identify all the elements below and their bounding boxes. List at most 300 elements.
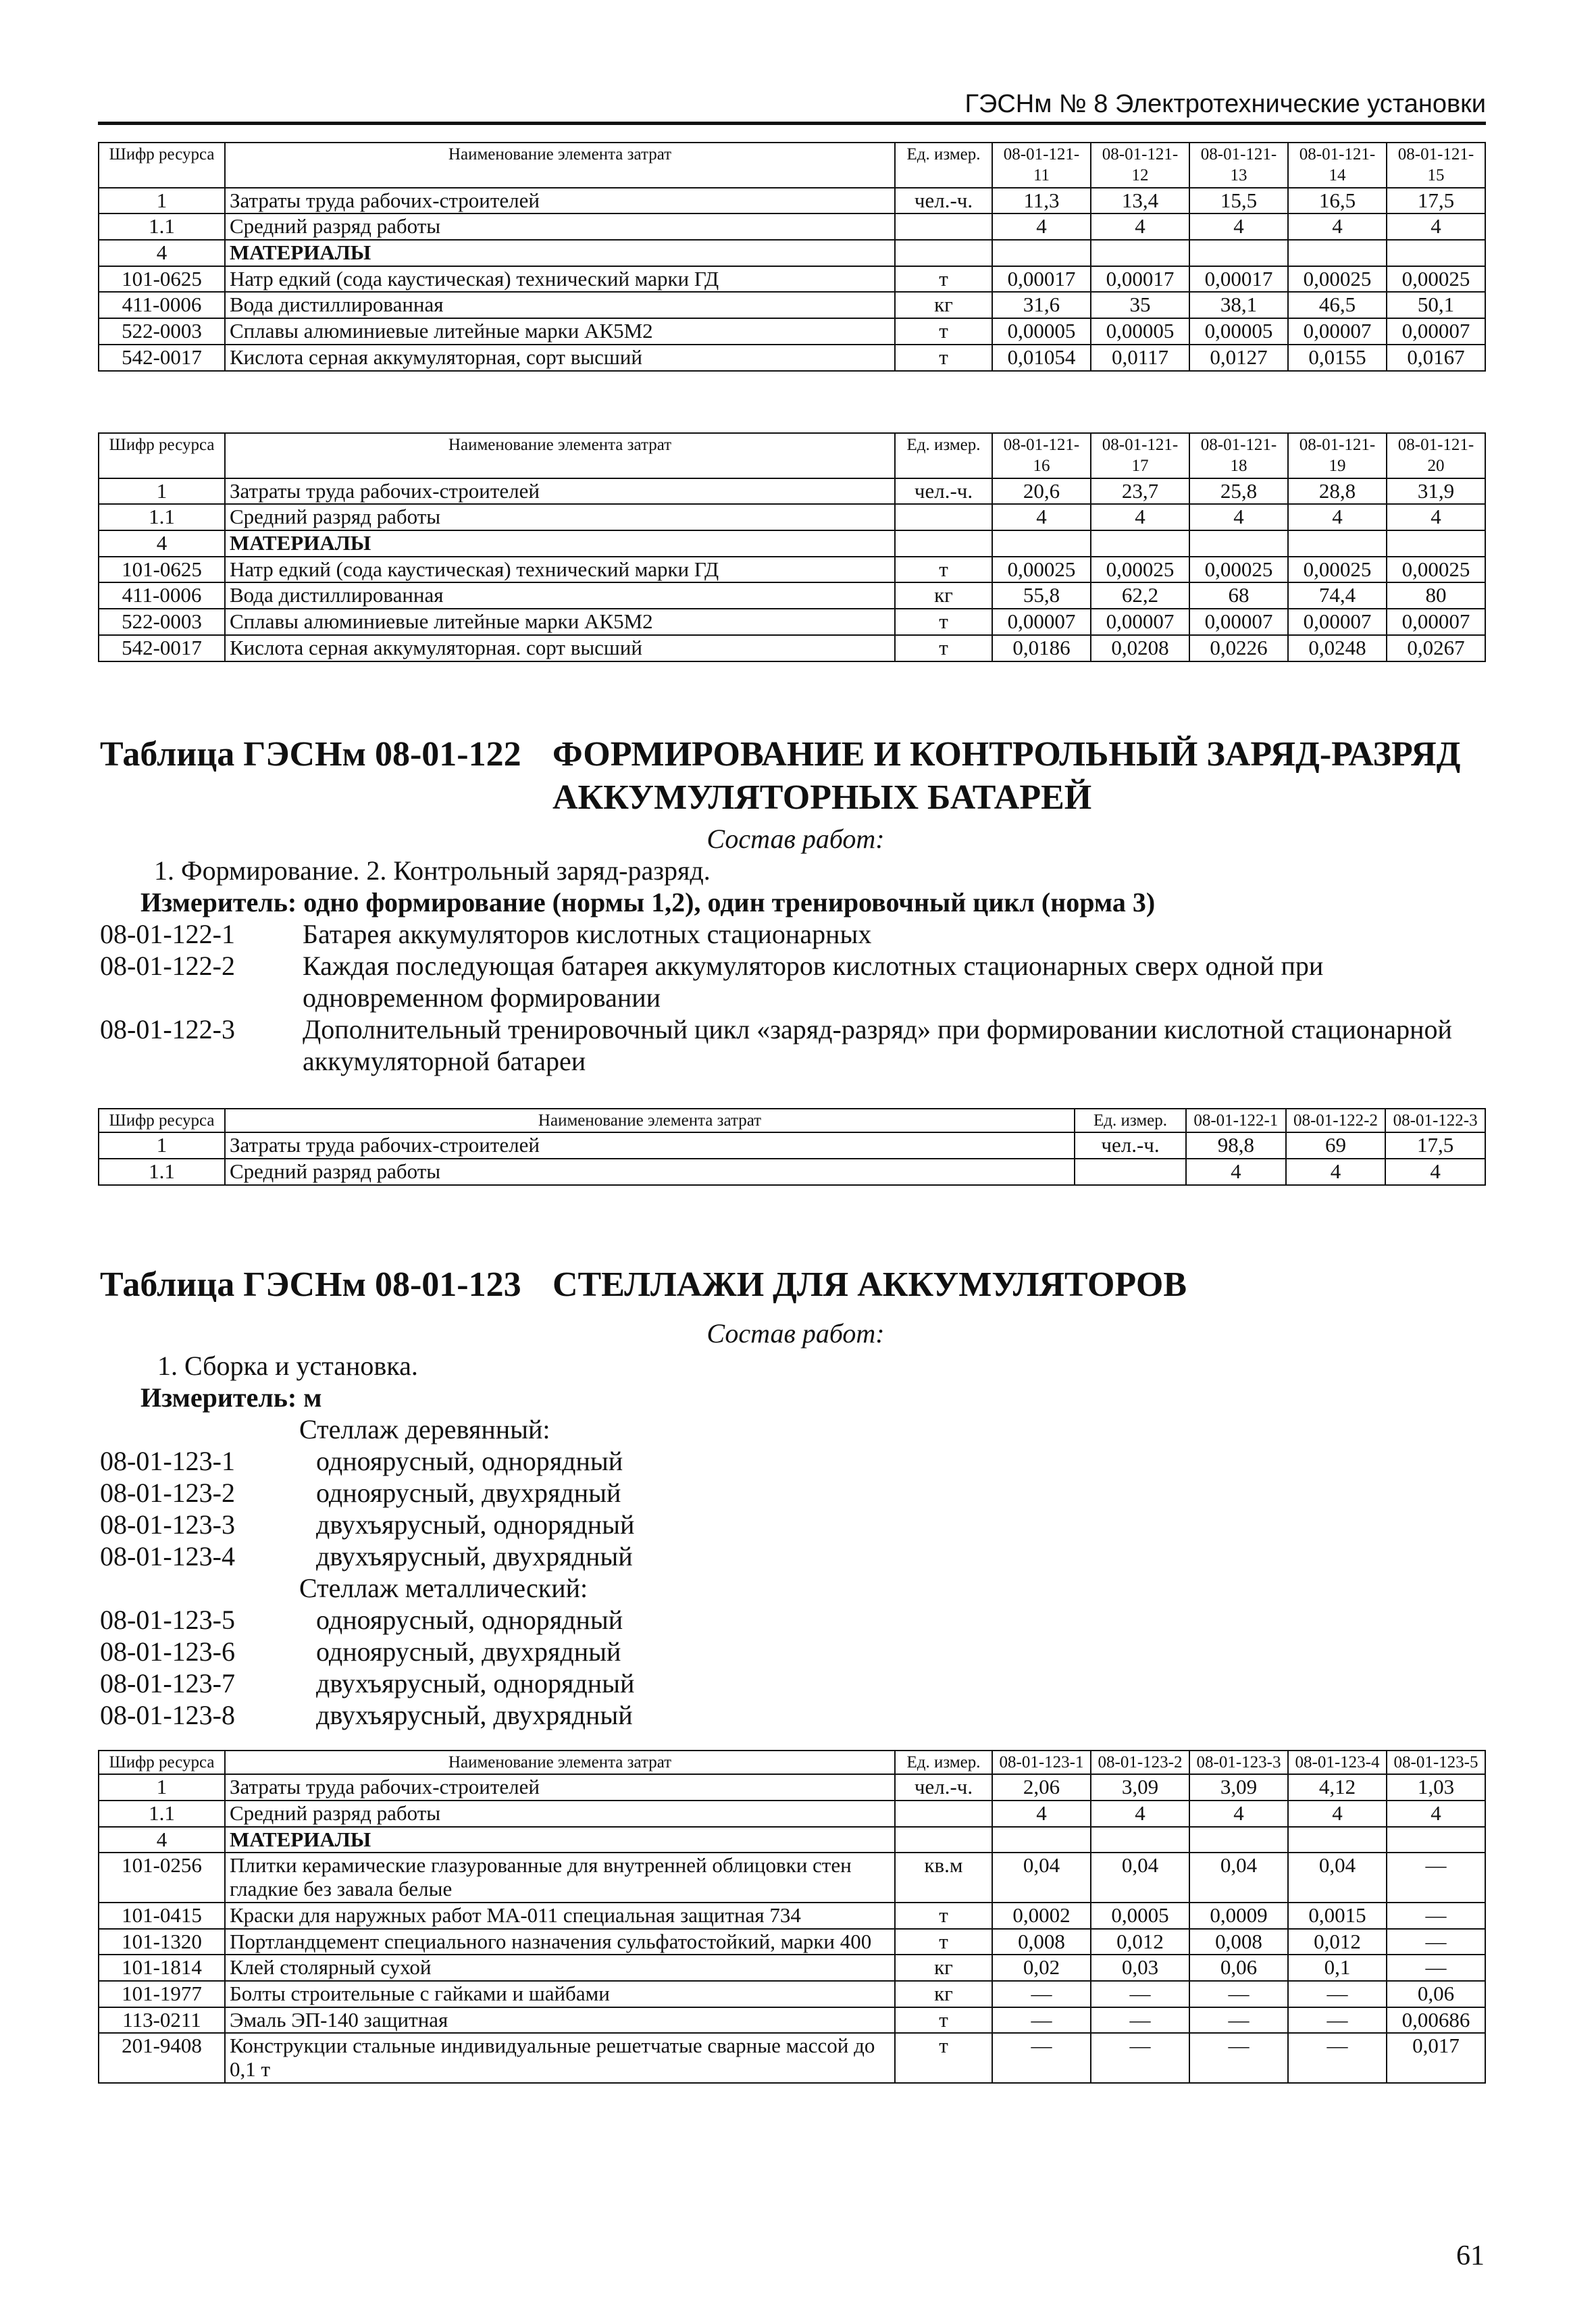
resource-code-cell: 1 [99,1132,225,1159]
cost-element-name-cell: Портландцемент специального назначения сульфатостойкий, марки 400 [225,1929,895,1955]
running-header: ГЭСНм № 8 Электротехнические установки [98,86,1486,125]
table-row [99,557,1485,583]
item-group-heading: Стеллаж металлический: [299,1573,588,1603]
norm-value-cell: 16,5 [1288,188,1387,214]
norm-value-cell: 4 [1189,213,1288,240]
table-122-heading [100,733,1460,820]
unit-cell: кг [895,582,992,609]
norm-value-cell: 3,09 [1091,1774,1189,1801]
norm-value-cell: 0,008 [1189,1929,1288,1955]
norm-value-cell: 0,00005 [992,318,1091,345]
table-row [99,1955,1485,1981]
norm-value-cell [992,1827,1091,1853]
unit-cell: т [895,318,992,345]
norm-value-cell: — [992,1981,1091,2007]
cost-element-name-cell: Краски для наружных работ МА-011 специальная защитная 734 [225,1903,895,1929]
col-norm-header: 08-01-122-1 [1186,1109,1286,1132]
col-norm-header: 08-01-121-12 [1091,143,1189,188]
norm-value-cell: 0,00007 [1387,609,1485,635]
norm-code: 08-01-123-2 [100,1478,235,1508]
unit-cell: т [895,2033,992,2082]
page-number: 61 [1456,2240,1485,2271]
norm-list-item [100,918,1491,950]
norm-value-cell: 0,008 [992,1929,1091,1955]
norm-value-cell: 25,8 [1189,478,1288,505]
norm-value-cell: 0,0248 [1288,635,1387,661]
unit-cell: т [895,635,992,661]
resource-code-cell: 4 [99,1827,225,1853]
norm-value-cell: 4 [1091,213,1189,240]
col-unit-header: Ед. измер. [1075,1109,1186,1132]
norm-value-cell: 0,0155 [1288,345,1387,371]
norm-list-item [100,1445,1491,1477]
norm-value-cell: — [1387,1929,1485,1955]
table-123-label: Таблица ГЭСНм 08-01-123 [100,1265,521,1304]
norm-value-cell: 0,00007 [1189,609,1288,635]
unit-cell [895,1801,992,1827]
norm-value-cell: — [1091,2033,1189,2082]
col-norm-header: 08-01-121-19 [1288,433,1387,478]
norm-value-cell: 0,1 [1288,1955,1387,1981]
unit-cell: чел.-ч. [895,1774,992,1801]
norm-value-cell: 0,00025 [1387,266,1485,293]
table-row [99,2033,1485,2082]
norm-value-cell: — [1288,2007,1387,2034]
norm-value-cell [1189,530,1288,557]
meter-line: Измеритель: одно формирование (нормы 1,2), один тренировочный цикл (норма 3) [140,887,1156,917]
norm-value-cell: 69 [1286,1132,1386,1159]
norm-list-item [100,1509,1491,1540]
table-row [99,1774,1485,1801]
unit-cell: чел.-ч. [895,188,992,214]
unit-cell: кв.м [895,1853,992,1902]
norm-value-cell [1387,1827,1485,1853]
cost-element-name-cell: Натр едкий (сода каустическая) технический марки ГД [225,266,895,293]
table-121-part2 [98,432,1486,662]
cost-element-name-cell: МАТЕРИАЛЫ [225,240,895,266]
norm-value-cell: 0,00007 [1387,318,1485,345]
col-norm-header: 08-01-121-20 [1387,433,1485,478]
norm-list-item [100,1477,1491,1509]
norm-description: одноярусный, однорядный [316,1446,623,1476]
table-body [99,188,1485,371]
unit-cell: т [895,1929,992,1955]
norm-value-cell: 4 [1288,213,1387,240]
norm-value-cell: — [1288,1981,1387,2007]
cost-element-name-cell: Сплавы алюминиевые литейные марки АК5М2 [225,609,895,635]
composition-label: Состав работ: [706,1318,885,1349]
cost-element-name-cell: Болты строительные с гайками и шайбами [225,1981,895,2007]
table-122-title-line1: ФОРМИРОВАНИЕ И КОНТРОЛЬНЫЙ ЗАРЯД-РАЗРЯД [552,735,1461,774]
norm-description: двухъярусный, двухрядный [316,1700,633,1730]
table-row [99,1159,1485,1185]
section-123-text [100,1350,1491,1731]
resource-code-cell: 101-0415 [99,1903,225,1929]
work-description: 1. Формирование. 2. Контрольный заряд-разряд. [154,855,711,886]
norm-list-item [100,1013,1491,1077]
col-norm-header: 08-01-123-2 [1091,1751,1189,1774]
unit-cell: кг [895,1981,992,2007]
unit-cell: кг [895,1955,992,1981]
col-code-header: Шифр ресурса [99,1751,225,1774]
table-row [99,345,1485,371]
table-header-row [99,143,1485,188]
norm-code: 08-01-123-4 [100,1541,235,1571]
norm-description: двухъярусный, двухрядный [316,1541,633,1571]
cost-element-name-cell: Затраты труда рабочих-строителей [225,1132,1075,1159]
cost-element-name-cell: МАТЕРИАЛЫ [225,530,895,557]
cost-element-name-cell: Кислота серная аккумуляторная, сорт высший [225,345,895,371]
table-row [99,1853,1485,1902]
norm-value-cell: 0,00007 [992,609,1091,635]
cost-element-name-cell: Сплавы алюминиевые литейные марки АК5М2 [225,318,895,345]
resource-code-cell: 4 [99,240,225,266]
norm-value-cell: 0,0009 [1189,1903,1288,1929]
unit-cell: т [895,266,992,293]
norm-value-cell: 0,04 [1091,1853,1189,1902]
cost-element-name-cell: Натр едкий (сода каустическая) технический марки ГД [225,557,895,583]
norm-value-cell: 0,0226 [1189,635,1288,661]
unit-cell: т [895,1903,992,1929]
resource-code-cell: 1.1 [99,213,225,240]
table-body [99,1774,1485,2083]
resource-code-cell: 542-0017 [99,635,225,661]
norm-value-cell: 4 [1387,1801,1485,1827]
cost-element-name-cell: Конструкции стальные индивидуальные решетчатые сварные массой до 0,1 т [225,2033,895,2082]
norm-value-cell: 0,00007 [1091,609,1189,635]
norm-value-cell: 4 [992,504,1091,530]
resource-code-cell: 4 [99,530,225,557]
col-name-header: Наименование элемента затрат [225,1751,895,1774]
norm-value-cell: 0,012 [1288,1929,1387,1955]
table-row [99,1903,1485,1929]
cost-element-name-cell: МАТЕРИАЛЫ [225,1827,895,1853]
resource-code-cell: 101-0625 [99,557,225,583]
norm-code: 08-01-122-2 [100,951,235,981]
norm-value-cell: 0,00017 [1091,266,1189,293]
norm-value-cell: 62,2 [1091,582,1189,609]
norm-value-cell: 15,5 [1189,188,1288,214]
resource-code-cell: 522-0003 [99,609,225,635]
table-header-row [99,1751,1485,1774]
table-row [99,478,1485,505]
norm-value-cell: 0,00025 [1288,557,1387,583]
norm-value-cell: 0,04 [1288,1853,1387,1902]
table-121-part1 [98,142,1486,372]
norm-value-cell: 74,4 [1288,582,1387,609]
table-row [99,635,1485,661]
item-group-heading: Стеллаж деревянный: [299,1414,550,1444]
norm-value-cell [1091,240,1189,266]
section-122-text [100,855,1491,1077]
norm-value-cell: 0,04 [992,1853,1091,1902]
norm-value-cell [1288,530,1387,557]
col-norm-header: 08-01-123-5 [1387,1751,1485,1774]
norm-value-cell: 20,6 [992,478,1091,505]
norm-value-cell: — [1189,1981,1288,2007]
col-unit-header: Ед. измер. [895,433,992,478]
norm-list-item [100,1699,1491,1731]
norm-value-cell: — [1387,1903,1485,1929]
norm-value-cell [1091,530,1189,557]
col-norm-header: 08-01-123-3 [1189,1751,1288,1774]
work-description: 1. Сборка и установка. [157,1351,418,1381]
norm-value-cell: — [1091,1981,1189,2007]
unit-cell: т [895,557,992,583]
unit-cell: т [895,345,992,371]
col-unit-header: Ед. измер. [895,1751,992,1774]
norm-value-cell: — [1387,1853,1485,1902]
norm-value-cell: 80 [1387,582,1485,609]
norm-value-cell: — [1288,2033,1387,2082]
norm-value-cell: 4,12 [1288,1774,1387,1801]
norm-description: двухъярусный, однорядный [316,1668,635,1699]
norm-value-cell: — [992,2033,1091,2082]
norm-value-cell: 38,1 [1189,292,1288,318]
col-name-header: Наименование элемента затрат [225,1109,1075,1132]
norm-description: двухъярусный, однорядный [316,1509,635,1540]
norm-value-cell: 98,8 [1186,1132,1286,1159]
norm-value-cell: — [1091,2007,1189,2034]
unit-cell [895,240,992,266]
table-row [99,1827,1485,1853]
norm-value-cell [1387,530,1485,557]
norm-value-cell: 55,8 [992,582,1091,609]
norm-value-cell: 4 [1091,1801,1189,1827]
cost-element-name-cell: Кислота серная аккумуляторная. сорт высший [225,635,895,661]
norm-value-cell [1288,1827,1387,1853]
norm-value-cell: 0,00005 [1091,318,1189,345]
norm-value-cell: 0,00025 [1288,266,1387,293]
norm-value-cell [992,240,1091,266]
resource-code-cell: 411-0006 [99,582,225,609]
norm-value-cell [1189,1827,1288,1853]
col-name-header: Наименование элемента затрат [225,433,895,478]
norm-value-cell: 0,00686 [1387,2007,1485,2034]
norm-value-cell: 0,0015 [1288,1903,1387,1929]
resource-code-cell: 201-9408 [99,2033,225,2082]
col-norm-header: 08-01-123-4 [1288,1751,1387,1774]
table-row [99,188,1485,214]
table-row [99,292,1485,318]
norm-code: 08-01-123-8 [100,1700,235,1730]
col-norm-header: 08-01-123-1 [992,1751,1091,1774]
norm-value-cell: 4 [1186,1159,1286,1185]
norm-value-cell: 17,5 [1387,188,1485,214]
cost-element-name-cell: Плитки керамические глазурованные для внутренней облицовки стен гладкие без завала белые [225,1853,895,1902]
unit-cell [895,504,992,530]
col-code-header: Шифр ресурса [99,433,225,478]
resource-code-cell: 101-0256 [99,1853,225,1902]
cost-element-name-cell: Средний разряд работы [225,504,895,530]
norm-value-cell: 28,8 [1288,478,1387,505]
col-norm-header: 08-01-121-13 [1189,143,1288,188]
norm-value-cell: 4 [992,213,1091,240]
norm-value-cell: 0,0208 [1091,635,1189,661]
norm-value-cell: 0,06 [1387,1981,1485,2007]
cost-element-name-cell: Средний разряд работы [225,1801,895,1827]
norm-list-item [100,1540,1491,1572]
resource-code-cell: 101-1814 [99,1955,225,1981]
norm-list [100,1413,1491,1731]
norm-value-cell: 0,0127 [1189,345,1288,371]
norm-list [100,918,1491,1077]
norm-value-cell [1387,240,1485,266]
cost-element-name-cell: Клей столярный сухой [225,1955,895,1981]
norm-code: 08-01-122-3 [100,1014,235,1045]
norm-value-cell: 0,0117 [1091,345,1189,371]
norm-description: Батарея аккумуляторов кислотных стационарных [303,919,872,949]
unit-cell: чел.-ч. [1075,1132,1186,1159]
norm-value-cell: 0,0186 [992,635,1091,661]
norm-value-cell: 50,1 [1387,292,1485,318]
norm-value-cell: 0,00025 [1091,557,1189,583]
norm-value-cell: 0,0267 [1387,635,1485,661]
norm-value-cell: 0,00025 [1387,557,1485,583]
norm-list-item [100,1604,1491,1636]
resource-code-cell: 101-1977 [99,1981,225,2007]
table-123 [98,1750,1486,2084]
norm-value-cell: 17,5 [1385,1132,1485,1159]
table-row [99,530,1485,557]
norm-value-cell [1288,240,1387,266]
col-norm-header: 08-01-122-3 [1385,1109,1485,1132]
norm-description: одноярусный, двухрядный [316,1478,621,1508]
norm-value-cell [992,530,1091,557]
norm-value-cell [1189,240,1288,266]
norm-value-cell: 4 [1286,1159,1386,1185]
resource-code-cell: 1 [99,1774,225,1801]
norm-value-cell: 0,012 [1091,1929,1189,1955]
table-row [99,1801,1485,1827]
norm-value-cell: 4 [1288,1801,1387,1827]
col-norm-header: 08-01-121-11 [992,143,1091,188]
table-123-heading [100,1263,1187,1307]
table-122-title-line2: АККУМУЛЯТОРНЫХ БАТАРЕЙ [552,778,1092,817]
resource-code-cell: 1.1 [99,1159,225,1185]
composition-label: Состав работ: [706,824,885,854]
norm-value-cell: 4 [1385,1159,1485,1185]
norm-value-cell: 0,00005 [1189,318,1288,345]
norm-value-cell: 0,0167 [1387,345,1485,371]
cost-element-name-cell: Эмаль ЭП-140 защитная [225,2007,895,2034]
resource-code-cell: 101-1320 [99,1929,225,1955]
norm-value-cell: 2,06 [992,1774,1091,1801]
table-122 [98,1108,1486,1186]
norm-value-cell: 11,3 [992,188,1091,214]
norm-code: 08-01-123-3 [100,1509,235,1540]
resource-code-cell: 522-0003 [99,318,225,345]
table-body [99,1132,1485,1184]
col-code-header: Шифр ресурса [99,143,225,188]
norm-value-cell: 4 [1091,504,1189,530]
table-header-row [99,433,1485,478]
unit-cell: т [895,609,992,635]
norm-code: 08-01-122-1 [100,919,235,949]
norm-value-cell: 0,03 [1091,1955,1189,1981]
table-header-row [99,1109,1485,1132]
norm-value-cell: 0,02 [992,1955,1091,1981]
cost-element-name-cell: Вода дистиллированная [225,292,895,318]
norm-description: одноярусный, двухрядный [316,1636,621,1667]
unit-cell [1075,1159,1186,1185]
table-row [99,213,1485,240]
norm-description: одноярусный, однорядный [316,1605,623,1635]
cost-element-name-cell: Затраты труда рабочих-строителей [225,1774,895,1801]
norm-value-cell: 1,03 [1387,1774,1485,1801]
norm-value-cell: 13,4 [1091,188,1189,214]
table-body [99,478,1485,661]
resource-code-cell: 542-0017 [99,345,225,371]
table-row [99,266,1485,293]
table-row [99,504,1485,530]
norm-value-cell: 0,04 [1189,1853,1288,1902]
norm-value-cell: 4 [1387,504,1485,530]
cost-element-name-cell: Затраты труда рабочих-строителей [225,478,895,505]
norm-description: Дополнительный тренировочный цикл «заряд-разряд» при формировании кислотной стационарной аккумуляторной батареи [303,1014,1452,1076]
norm-value-cell: 4 [1189,1801,1288,1827]
table-row [99,1132,1485,1159]
norm-value-cell: 0,01054 [992,345,1091,371]
norm-value-cell [1091,1827,1189,1853]
norm-value-cell: — [1189,2007,1288,2034]
resource-code-cell: 1 [99,188,225,214]
norm-value-cell: 0,0005 [1091,1903,1189,1929]
cost-element-name-cell: Средний разряд работы [225,1159,1075,1185]
resource-code-cell: 1.1 [99,504,225,530]
norm-value-cell: 23,7 [1091,478,1189,505]
table-123-title: СТЕЛЛАЖИ ДЛЯ АККУМУЛЯТОРОВ [552,1265,1187,1304]
col-norm-header: 08-01-121-17 [1091,433,1189,478]
cost-element-name-cell: Средний разряд работы [225,213,895,240]
norm-value-cell: 31,9 [1387,478,1485,505]
norm-code: 08-01-123-5 [100,1605,235,1635]
col-norm-header: 08-01-121-14 [1288,143,1387,188]
norm-value-cell: 0,00007 [1288,609,1387,635]
norm-value-cell: 31,6 [992,292,1091,318]
norm-list-item [100,1667,1491,1699]
col-norm-header: 08-01-121-15 [1387,143,1485,188]
table-row [99,1929,1485,1955]
norm-value-cell: 4 [1189,504,1288,530]
norm-value-cell: 4 [992,1801,1091,1827]
norm-value-cell: — [1387,1955,1485,1981]
resource-code-cell: 1.1 [99,1801,225,1827]
col-unit-header: Ед. измер. [895,143,992,188]
meter-line: Измеритель: м [140,1382,322,1413]
norm-value-cell: 35 [1091,292,1189,318]
norm-list-item [100,950,1491,1013]
norm-value-cell: 0,00017 [1189,266,1288,293]
norm-value-cell: 0,0002 [992,1903,1091,1929]
norm-value-cell: 0,00025 [992,557,1091,583]
norm-list-item [100,1636,1491,1667]
table-row [99,2007,1485,2034]
col-name-header: Наименование элемента затрат [225,143,895,188]
resource-code-cell: 101-0625 [99,266,225,293]
unit-cell: кг [895,292,992,318]
norm-value-cell: 4 [1288,504,1387,530]
table-row [99,1981,1485,2007]
unit-cell [895,1827,992,1853]
col-code-header: Шифр ресурса [99,1109,225,1132]
table-row [99,240,1485,266]
norm-value-cell: — [1189,2033,1288,2082]
unit-cell: чел.-ч. [895,478,992,505]
norm-code: 08-01-123-7 [100,1668,235,1699]
norm-value-cell: — [992,2007,1091,2034]
resource-code-cell: 411-0006 [99,292,225,318]
